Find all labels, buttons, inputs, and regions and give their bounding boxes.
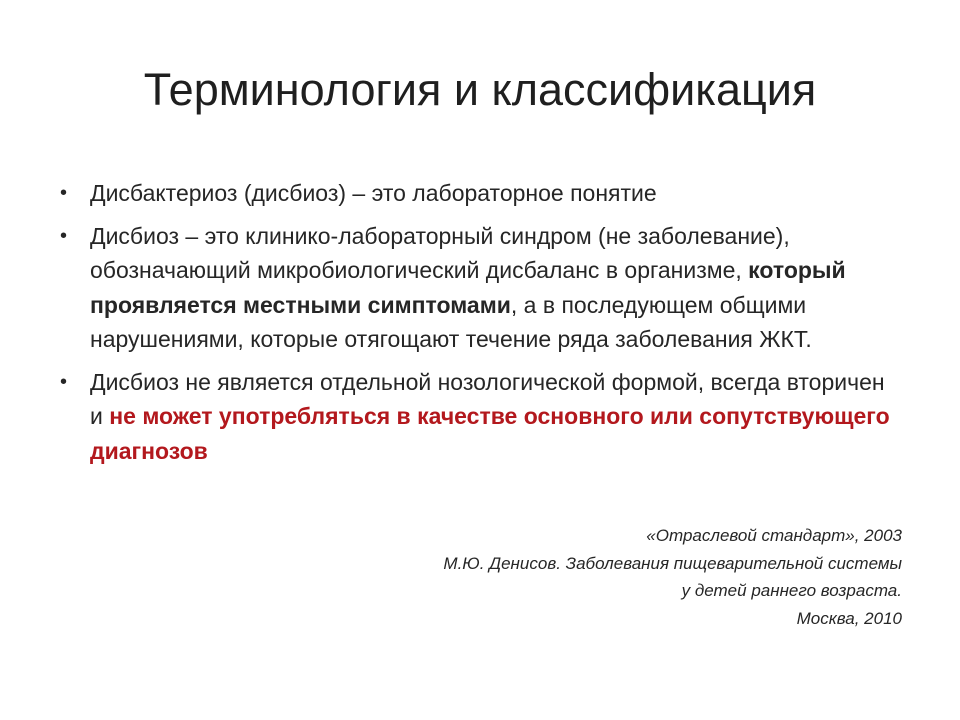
bullet-text: Дисбиоз – это клинико-лабораторный синдром (не заболевание), обозначающий микробиологический дисбаланс в организме,	[90, 222, 790, 283]
bullet-dot-icon: •	[60, 370, 68, 393]
bullet-text-bold: который проявляется местными симптомами	[90, 257, 846, 318]
references-block	[202, 522, 902, 632]
bullet-dot-icon: •	[60, 224, 68, 247]
bullet-list	[60, 176, 900, 476]
bullet-text: Дисбиоз не является отдельной нозологической формой, всегда вторичен и	[90, 368, 885, 429]
reference-line: М.Ю. Денисов. Заболевания пищеварительной системы	[443, 553, 902, 573]
bullet-dot-icon: •	[60, 182, 68, 204]
bullet-item	[60, 176, 900, 211]
reference-line: у детей раннего возраста.	[681, 581, 902, 600]
reference-line: Москва, 2010	[796, 608, 902, 628]
bullet-text: , а в последующем общими нарушениями, которые отягощают течение ряда заболевания ЖКТ.	[90, 291, 812, 352]
bullet-text: Дисбактериоз (дисбиоз) – это лабораторное понятие	[90, 180, 657, 206]
slide-title: Терминология и классификация	[143, 64, 817, 115]
bullet-item	[60, 219, 900, 357]
reference-line: «Отраслевой стандарт», 2003	[646, 526, 902, 545]
bullet-text-emphasis-red: не может употребляться в качестве основного или сопутствующего диагнозов	[90, 403, 890, 464]
bullet-item	[60, 365, 900, 469]
